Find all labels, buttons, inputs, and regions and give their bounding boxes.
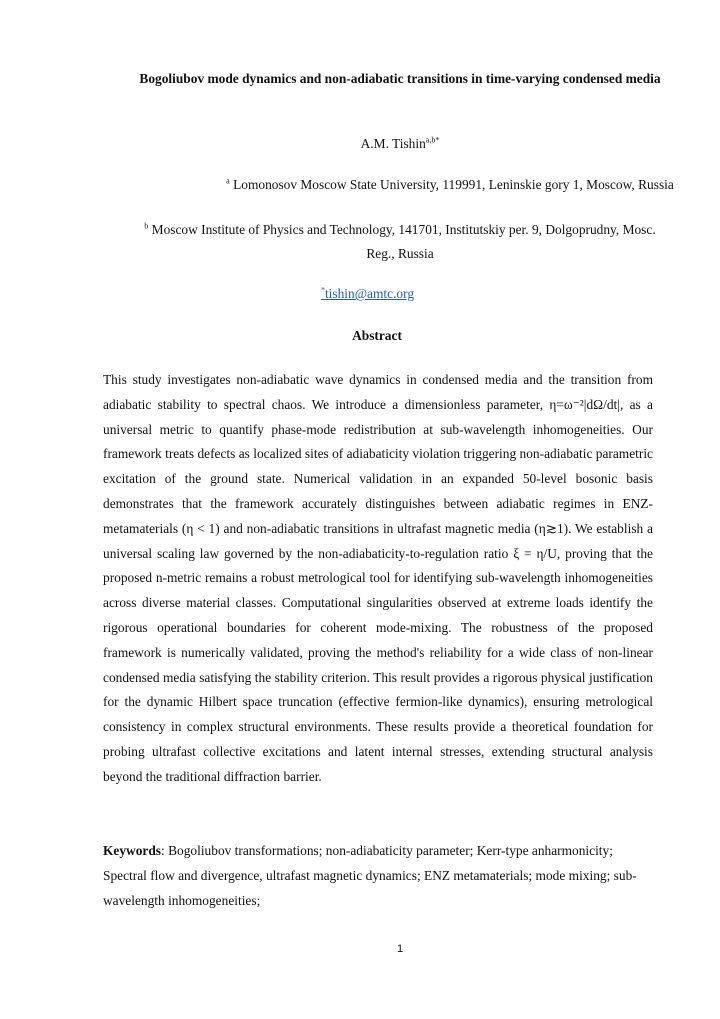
email-address: tishin@amtc.org — [324, 286, 415, 301]
affiliation-a — [100, 177, 720, 193]
author-name: A.M. Tishin — [360, 136, 426, 151]
affiliation-b — [130, 218, 670, 266]
affiliation-a-text: Lomonosov Moscow State University, 119991, Leninskie gory 1, Moscow, Russia — [233, 177, 674, 192]
affiliation-a-mark: a — [226, 176, 230, 186]
abstract-heading: Abstract — [352, 328, 402, 343]
email-mark: * — [320, 285, 325, 295]
author-affiliation-marks: a,b* — [425, 135, 440, 145]
email-link[interactable] — [321, 286, 414, 301]
page-number: 1 — [396, 943, 404, 955]
keywords-text: : Bogoliubov transformations; non-adiabaticity parameter; Kerr-type anharmonicity; Spectral flow and divergence, ultrafast magnetic dynamics; ENZ metamaterials; mode mixing; sub-wavelength inhomogeneities; — [103, 843, 637, 908]
keywords-label: Keywords — [103, 843, 162, 858]
affiliation-b-mark: b — [144, 221, 149, 231]
affiliation-b-text: Moscow Institute of Physics and Technology, 141701, Institutskiy per. 9, Dolgoprudny, Mosc. Reg., Russia — [151, 222, 656, 261]
paper-title: Bogoliubov mode dynamics and non-adiabatic transitions in time-varying condensed media — [139, 71, 661, 86]
author-line — [0, 136, 720, 152]
abstract-text: This study investigates non-adiabatic wave dynamics in condensed media and the transition from adiabatic stability to spectral chaos. We introduce a dimensionless parameter, η=ω⁻²|dΩ/dt|, as a universal metric to quantify phase-mode redistribution at sub-wavelength inhomogeneities. Our framework treats defects as localized sites of adiabaticity violation triggering non-adiabatic parametric excitation of the ground state. Numerical validation in an expanded 50-level bosonic basis demonstrates that the framework accurately distinguishes between adiabatic regimes in ENZ-metamaterials (η < 1) and non-adiabatic transitions in ultrafast magnetic media (η≳1). We establish a universal scaling law governed by the non-adiabaticity-to-regulation ratio ξ = η/U, proving that the proposed n-metric remains a robust metrological tool for identifying sub-wavelength inhomogeneities across diverse material classes. Computational singularities observed at extreme loads identify the rigorous operational boundaries for coherent mode-mixing. The robustness of the proposed framework is numerically validated, proving the method's reliability for a wide class of non-linear condensed media satisfying the stability criterion. This result provides a rigorous physical justification for the dynamic Hilbert space truncation (effective fermion-like dynamics), ensuring metrological consistency in complex structural environments. These results provide a theoretical foundation for probing ultrafast collective excitations and latent internal stresses, extending structural analysis beyond the traditional diffraction barrier. — [103, 372, 653, 784]
keywords-paragraph — [103, 839, 653, 913]
email-line — [0, 286, 720, 302]
